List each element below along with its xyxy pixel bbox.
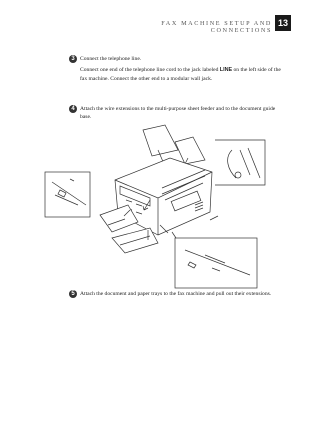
step-title: Connect the telephone line. [80, 56, 142, 62]
step-number: 4 [69, 105, 77, 113]
step-title: Attach the wire extensions to the multi-purpose sheet feeder and to the document guide base. [80, 106, 276, 121]
step-number: 3 [69, 55, 77, 63]
page-number: 13 [275, 15, 291, 31]
step-5 [71, 290, 285, 301]
running-header: FAX MACHINE SETUP AND CONNECTIONS [161, 20, 272, 34]
step-title: Attach the document and paper trays to the fax machine and pull out their extensions. [80, 291, 272, 297]
step-body: Connect one end of the telephone line cord to the jack labeled LINE on the left side of the fax machine. Connect the other end to a modular wall jack. [80, 67, 281, 82]
step-number: 5 [69, 290, 77, 298]
